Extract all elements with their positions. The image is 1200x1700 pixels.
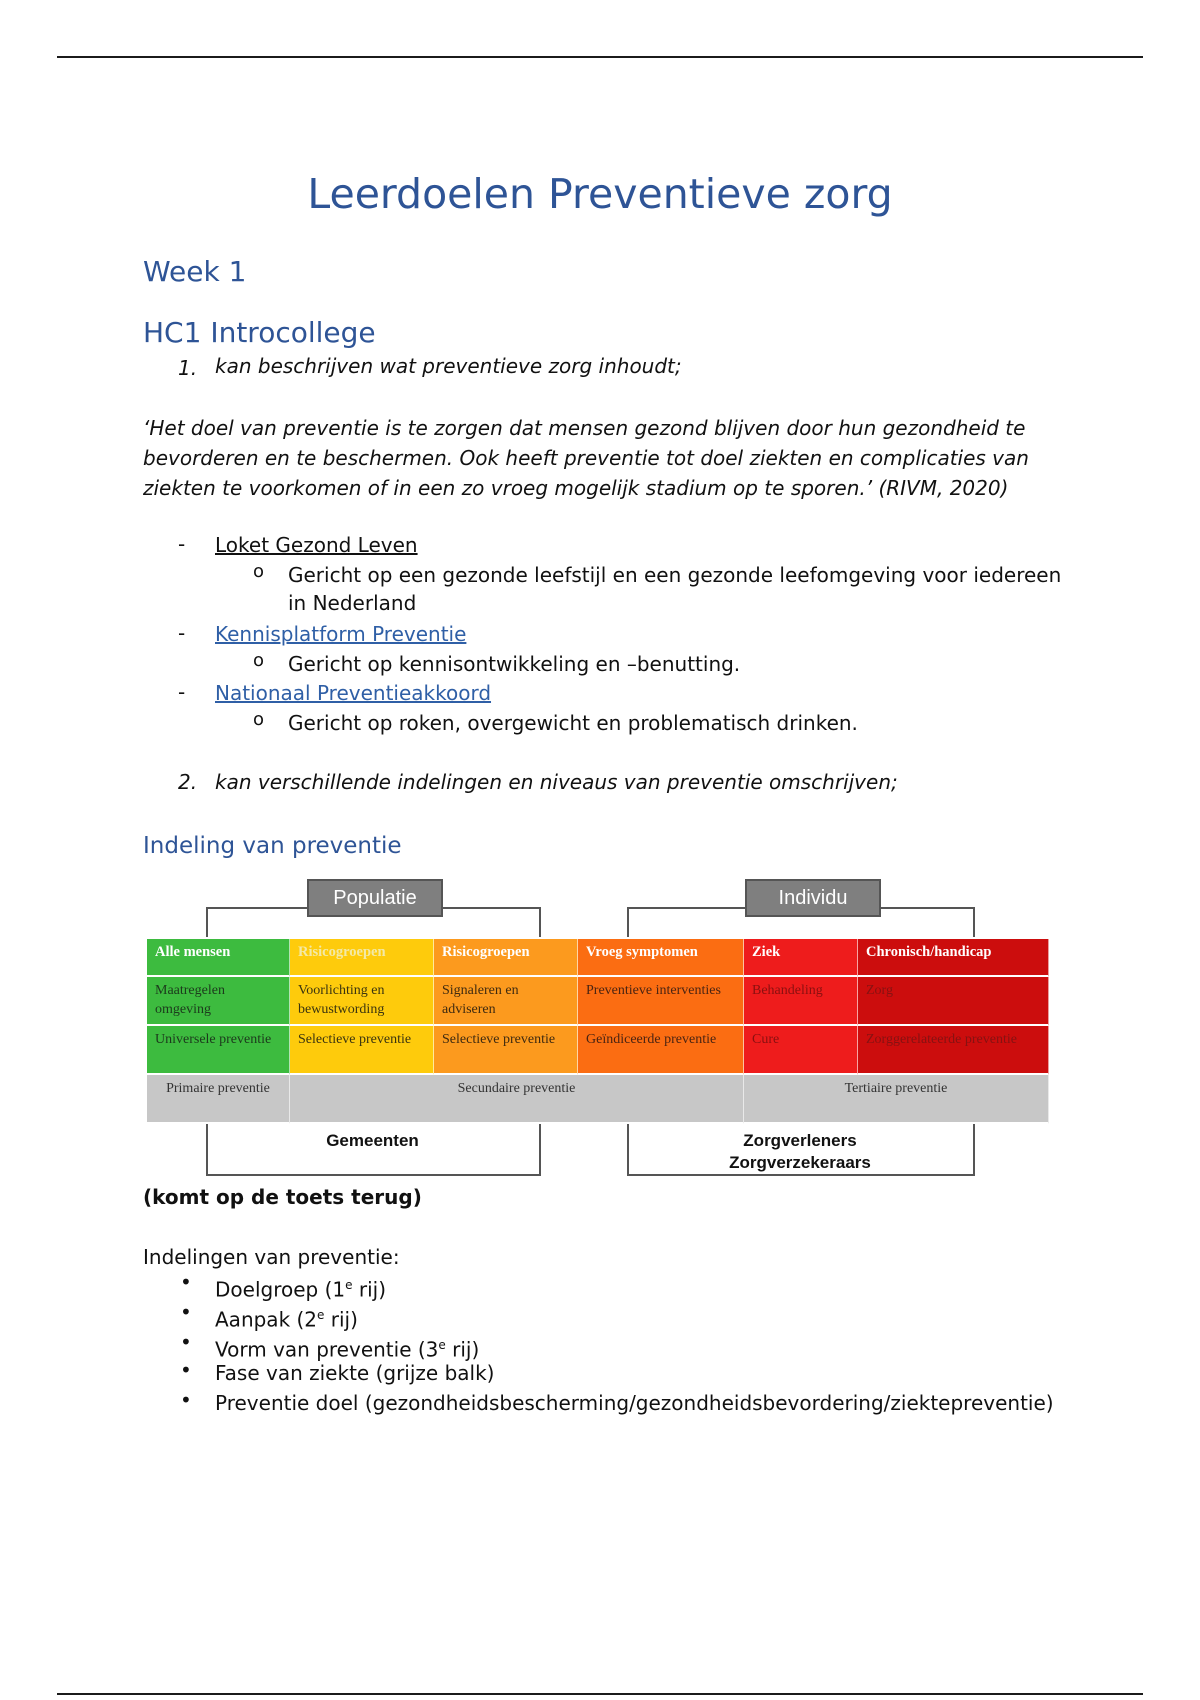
link-1-desc-line-2: in Nederland (288, 591, 417, 615)
bottom-rule (57, 1693, 1143, 1695)
row1-cell: Alle mensen (147, 939, 290, 977)
gemeenten-label: Gemeenten (326, 1131, 419, 1150)
bullet-dot: • (180, 1300, 192, 1324)
zorgverleners-label: Zorgverleners (743, 1131, 857, 1150)
link-kennisplatform-preventie[interactable]: Kennisplatform Preventie (215, 622, 467, 646)
row3-cell: Selectieve preventie (434, 1026, 578, 1075)
zorgverzekeraars-label: Zorgverzekeraars (729, 1153, 871, 1172)
row3-cell: Cure (744, 1026, 858, 1075)
bullet-dot: • (180, 1358, 192, 1382)
indeling-item: Doelgroep (1e rij) (215, 1277, 386, 1302)
row2-cell: Signaleren en adviseren (434, 977, 578, 1026)
row1-cell: Risicogroepen (290, 939, 434, 977)
indelingen-title: Indelingen van preventie: (143, 1245, 400, 1269)
phase-primaire: Primaire preventie (147, 1075, 290, 1124)
indeling-item: Aanpak (2e rij) (215, 1307, 358, 1332)
quote-line-1: ‘Het doel van preventie is te zorgen dat mensen gezond blijven door hun gezondheid te (143, 416, 1026, 440)
link-3-desc: Gericht op roken, overgewicht en problematisch drinken. (288, 711, 858, 735)
link-loket-gezond-leven[interactable]: Loket Gezond Leven (215, 533, 418, 557)
goal-1-number: 1. (178, 356, 198, 380)
link-1-desc-line-1: Gericht op een gezonde leefstijl en een gezonde leefomgeving voor iedereen (288, 563, 1062, 587)
week-heading: Week 1 (143, 255, 247, 288)
row2-cell: Preventieve interventies (578, 977, 744, 1026)
row1-cell: Chronisch/handicap (858, 939, 1049, 977)
goal-2-number: 2. (178, 770, 198, 794)
goal-1-text: kan beschrijven wat preventieve zorg inhoudt; (215, 354, 682, 378)
populatie-label: Populatie (307, 879, 443, 917)
page-title: Leerdoelen Preventieve zorg (307, 170, 893, 218)
row3-cell: Geïndiceerde preventie (578, 1026, 744, 1075)
phase-tertiaire: Tertiaire preventie (744, 1075, 1049, 1124)
phase-secundaire: Secundaire preventie (290, 1075, 744, 1124)
bullet-dot: • (180, 1330, 192, 1354)
individu-label: Individu (745, 879, 881, 917)
row2-cell: Zorg (858, 977, 1049, 1026)
link-2-desc: Gericht op kennisontwikkeling en –benutting. (288, 652, 741, 676)
row3-cell: Selectieve preventie (290, 1026, 434, 1075)
indeling-item: Preventie doel (gezondheidsbescherming/gezondheidsbevordering/ziektepreventie) (215, 1391, 1054, 1415)
dash-bullet: - (178, 621, 186, 645)
exam-note: (komt op de toets terug) (143, 1185, 422, 1209)
row2-cell: Maatregelen omgeving (147, 977, 290, 1026)
goal-2-text: kan verschillende indelingen en niveaus van preventie omschrijven; (215, 770, 898, 794)
quote-line-2: bevorderen en te beschermen. Ook heeft preventie tot doel ziekten en complicaties van (143, 446, 1029, 470)
indeling-item: Vorm van preventie (3e rij) (215, 1337, 480, 1362)
row1-cell: Risicogroepen (434, 939, 578, 977)
circle-bullet: o (253, 561, 265, 582)
row1-cell: Ziek (744, 939, 858, 977)
circle-bullet: o (253, 709, 265, 730)
dash-bullet: - (178, 532, 186, 556)
top-rule (57, 56, 1143, 58)
row3-cell: Universele preventie (147, 1026, 290, 1075)
link-nationaal-preventieakkoord[interactable]: Nationaal Preventieakkoord (215, 681, 492, 705)
section-heading: HC1 Introcollege (143, 316, 376, 349)
bullet-dot: • (180, 1388, 192, 1412)
row3-cell: Zorggerelateerde preventie (858, 1026, 1049, 1075)
row1-cell: Vroeg symptomen (578, 939, 744, 977)
dash-bullet: - (178, 680, 186, 704)
subsection-heading: Indeling van preventie (143, 833, 402, 859)
row2-cell: Behandeling (744, 977, 858, 1026)
bullet-dot: • (180, 1270, 192, 1294)
row2-cell: Voorlichting en bewustwording (290, 977, 434, 1026)
indeling-item: Fase van ziekte (grijze balk) (215, 1361, 495, 1385)
circle-bullet: o (253, 650, 265, 671)
quote-line-3: ziekten te voorkomen of in een zo vroeg mogelijk stadium op te sporen.’ (RIVM, 2020) (143, 476, 1009, 500)
